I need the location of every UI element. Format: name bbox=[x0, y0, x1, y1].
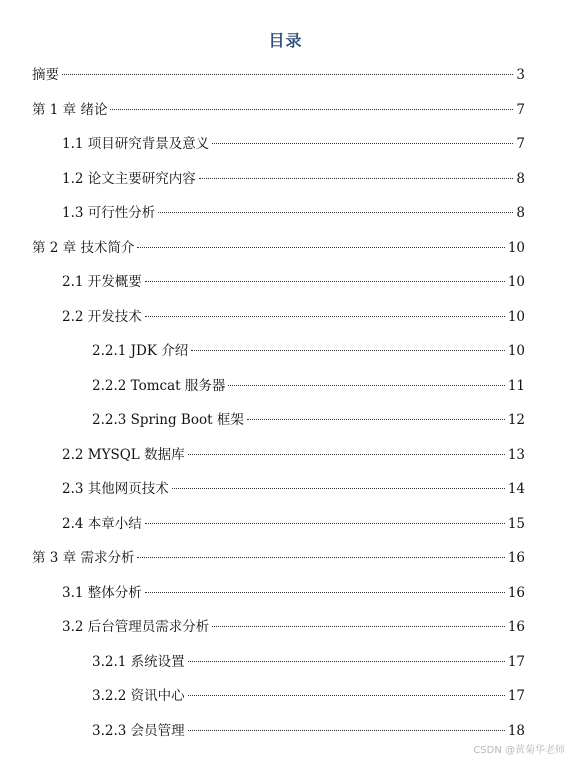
toc-entry-label: 3.2.2 资讯中心 bbox=[92, 688, 185, 704]
toc-entry-page: 16 bbox=[507, 584, 525, 601]
toc-entry[interactable] bbox=[0, 271, 571, 306]
dot-leader bbox=[145, 523, 505, 524]
toc-entry-label: 3.2.3 会员管理 bbox=[92, 722, 185, 739]
toc-entry-label: 摘要 bbox=[32, 67, 59, 83]
dot-leader bbox=[188, 730, 505, 731]
toc-entry[interactable] bbox=[0, 513, 571, 548]
toc-entry[interactable] bbox=[0, 478, 571, 513]
toc-entry-label: 2.2 开发技术 bbox=[62, 308, 142, 325]
toc-entry-label: 2.2 MYSQL 数据库 bbox=[62, 446, 185, 463]
dot-leader bbox=[158, 212, 513, 213]
toc-entry[interactable] bbox=[0, 202, 571, 237]
dot-leader bbox=[199, 178, 514, 179]
toc-entry-page: 7 bbox=[516, 101, 525, 118]
toc-entry-page: 16 bbox=[507, 619, 525, 635]
toc-entry[interactable] bbox=[0, 582, 571, 617]
toc-entry-label: 第 2 章 技术简介 bbox=[32, 239, 135, 256]
toc-entry-label: 2.2.3 Spring Boot 框架 bbox=[92, 412, 244, 428]
toc-entry[interactable] bbox=[0, 64, 571, 99]
dot-leader bbox=[247, 419, 505, 420]
toc-entry-label: 3.1 整体分析 bbox=[62, 584, 142, 601]
toc-entry-page: 3 bbox=[516, 67, 525, 83]
dot-leader bbox=[145, 316, 505, 317]
toc-entry[interactable] bbox=[0, 133, 571, 168]
toc-title: 目录 bbox=[268, 31, 303, 50]
toc-entry-label: 2.2.1 JDK 介绍 bbox=[92, 343, 189, 359]
dot-leader bbox=[212, 626, 505, 627]
dot-leader bbox=[137, 557, 504, 558]
toc-entry-page: 10 bbox=[507, 239, 525, 256]
dot-leader bbox=[191, 350, 505, 351]
toc-entry-label: 第 3 章 需求分析 bbox=[32, 550, 135, 566]
toc-entry[interactable] bbox=[0, 685, 571, 720]
dot-leader bbox=[145, 281, 505, 282]
toc-entry-page: 7 bbox=[516, 136, 525, 152]
dot-leader bbox=[172, 488, 505, 489]
toc-entry[interactable] bbox=[0, 651, 571, 686]
dot-leader bbox=[62, 74, 513, 75]
toc-entry-page: 14 bbox=[507, 481, 525, 497]
toc-entry-label: 1.2 论文主要研究内容 bbox=[62, 170, 196, 187]
toc-entry[interactable] bbox=[0, 99, 571, 134]
toc-entry-label: 2.4 本章小结 bbox=[62, 515, 142, 532]
toc-entry[interactable] bbox=[0, 306, 571, 341]
dot-leader bbox=[137, 247, 504, 248]
toc-entry-page: 8 bbox=[516, 170, 525, 187]
toc-entry-label: 2.2.2 Tomcat 服务器 bbox=[92, 377, 226, 394]
toc-entry[interactable] bbox=[0, 340, 571, 375]
toc-entry-label: 第 1 章 绪论 bbox=[32, 101, 108, 118]
dot-leader bbox=[188, 454, 505, 455]
toc-list bbox=[0, 64, 571, 754]
toc-entry[interactable] bbox=[0, 616, 571, 651]
toc-entry[interactable] bbox=[0, 168, 571, 203]
dot-leader bbox=[188, 695, 505, 696]
toc-entry-page: 11 bbox=[507, 377, 525, 394]
toc-entry[interactable] bbox=[0, 547, 571, 582]
watermark: CSDN @黄菊华老师 bbox=[473, 745, 565, 756]
toc-entry-page: 13 bbox=[507, 446, 525, 463]
dot-leader bbox=[212, 143, 513, 144]
toc-entry-page: 10 bbox=[507, 343, 525, 359]
toc-entry-page: 18 bbox=[507, 722, 525, 739]
dot-leader bbox=[145, 592, 505, 593]
toc-entry-page: 10 bbox=[507, 274, 525, 290]
toc-entry-label: 3.2 后台管理员需求分析 bbox=[62, 619, 210, 635]
toc-entry-label: 1.3 可行性分析 bbox=[62, 205, 156, 221]
toc-entry-page: 16 bbox=[507, 550, 525, 566]
toc-entry-label: 3.2.1 系统设置 bbox=[92, 653, 185, 670]
toc-entry-page: 10 bbox=[507, 308, 525, 325]
dot-leader bbox=[110, 109, 513, 110]
toc-entry[interactable] bbox=[0, 444, 571, 479]
toc-entry-page: 12 bbox=[507, 412, 525, 428]
toc-entry-page: 17 bbox=[507, 653, 525, 670]
toc-entry[interactable] bbox=[0, 237, 571, 272]
dot-leader bbox=[228, 385, 504, 386]
toc-entry-page: 17 bbox=[507, 688, 525, 704]
toc-entry-page: 8 bbox=[516, 205, 525, 221]
toc-entry-label: 2.3 其他网页技术 bbox=[62, 481, 169, 497]
dot-leader bbox=[188, 661, 505, 662]
toc-entry-page: 15 bbox=[507, 515, 525, 532]
toc-entry-label: 2.1 开发概要 bbox=[62, 274, 142, 290]
toc-entry[interactable] bbox=[0, 375, 571, 410]
toc-entry-label: 1.1 项目研究背景及意义 bbox=[62, 136, 210, 152]
toc-entry[interactable] bbox=[0, 409, 571, 444]
